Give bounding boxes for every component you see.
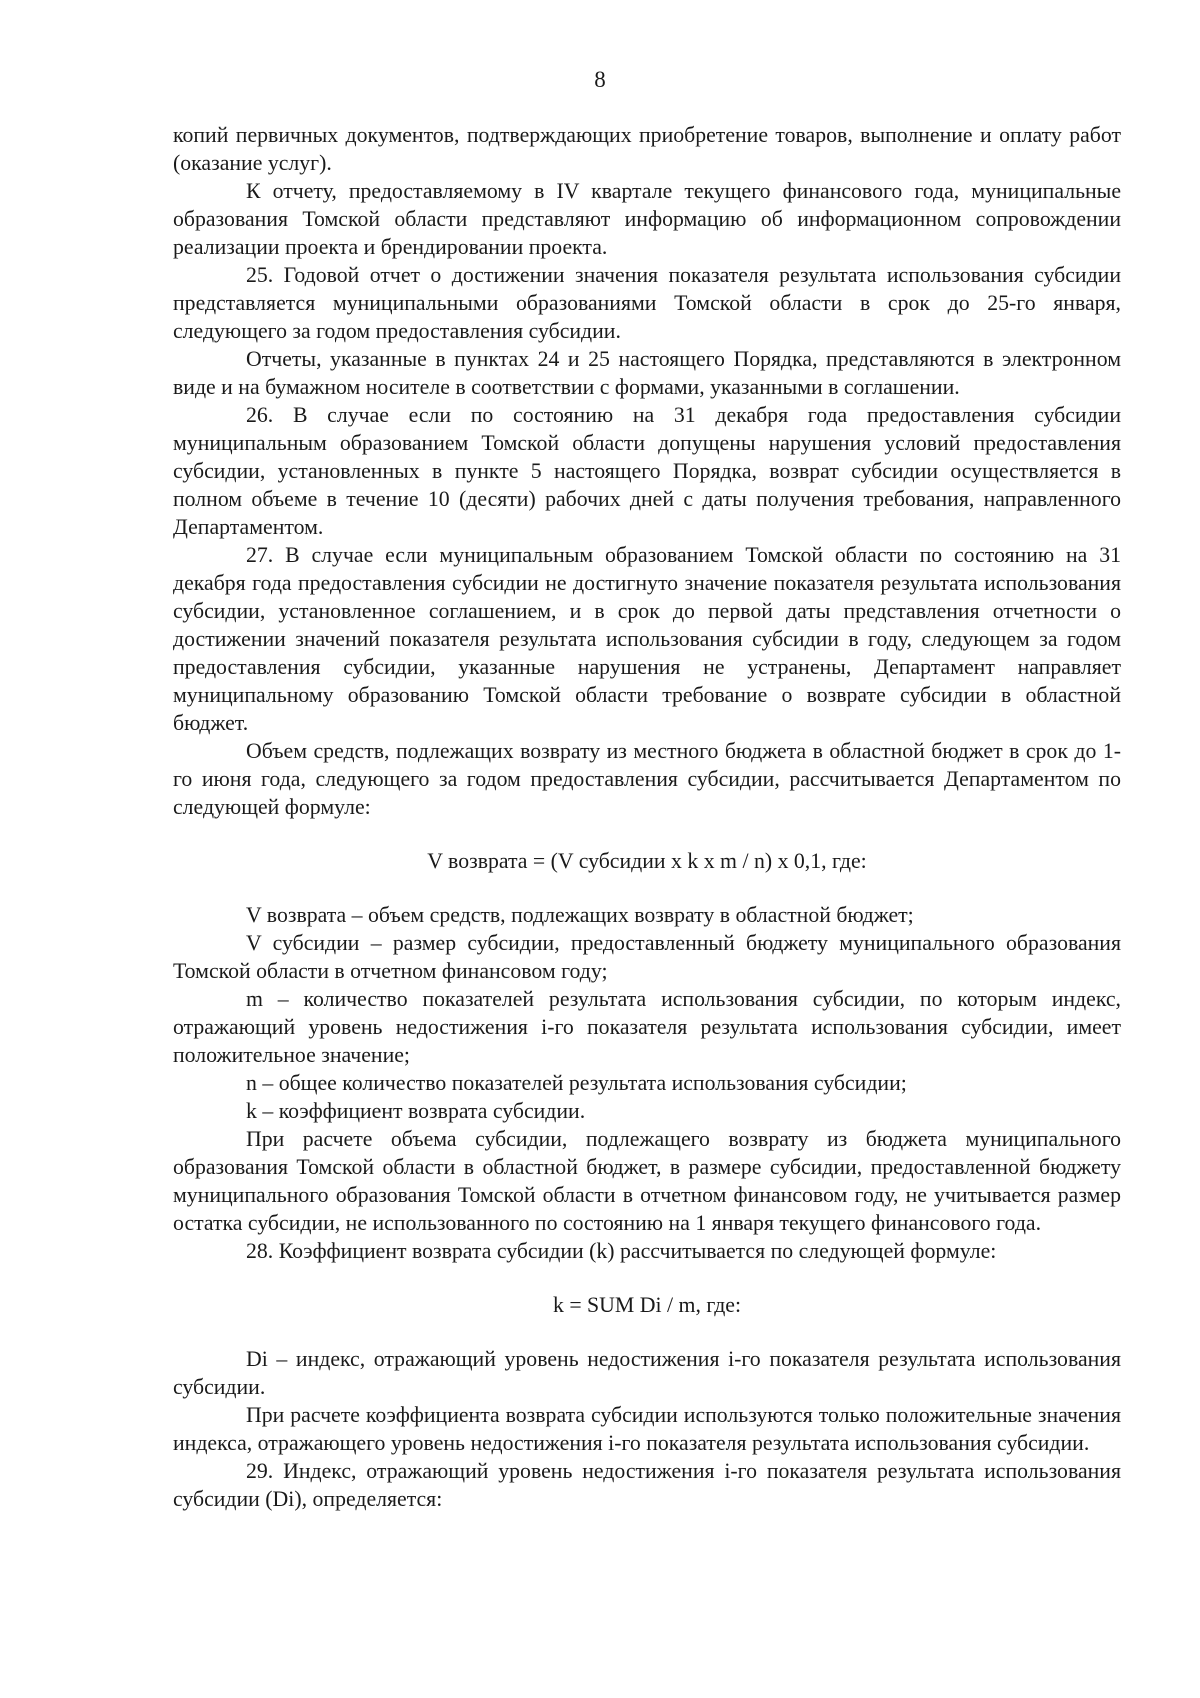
paragraph-clause-26: 26. В случае если по состоянию на 31 декабря года предоставления субсидии муниципальным образованием Томской области допущены нарушения условий предоставления субсидии, установленных в пункте 5 настоящего Порядка, возврат субсидии осуществляется в полном объеме в течение 10 (десяти) рабочих дней с даты получения требования, направленного Департаментом. — [173, 403, 1121, 539]
definition-n: n – общее количество показателей результата использования субсидии; — [246, 1071, 907, 1095]
paragraph: Объем средств, подлежащих возврату из местного бюджета в областной бюджет в срок до 1-го июня года, следующего за годом предоставления субсидии, рассчитывается Департаментом по следующей формуле: — [173, 739, 1121, 819]
document-body — [173, 121, 1121, 1513]
paragraph: копий первичных документов, подтверждающих приобретение товаров, выполнение и оплату работ (оказание услуг). — [173, 123, 1121, 175]
paragraph: При расчете объема субсидии, подлежащего возврату из бюджета муниципального образования Томской области в областной бюджет, в размере субсидии, предоставленной бюджету муниципального образования Томской области в отчетном финансовом году, не учитывается размер остатка субсидии, не использованного по состоянию на 1 января текущего финансового года. — [173, 1127, 1121, 1235]
formula-refund-volume: V возврата = (V субсидии x k x m / n) x 0,1, где: — [427, 849, 867, 873]
definition-v-refund: V возврата – объем средств, подлежащих возврату в областной бюджет; — [246, 903, 914, 927]
paragraph: К отчету, предоставляемому в IV квартале текущего финансового года, муниципальные образования Томской области представляют информацию об информационном сопровождении реализации проекта и брендировании проекта. — [173, 179, 1121, 259]
definition-v-subsidy: V субсидии – размер субсидии, предоставленный бюджету муниципального образования Томской области в отчетном финансовом году; — [173, 931, 1121, 983]
definition-k: k – коэффициент возврата субсидии. — [246, 1099, 586, 1123]
definition-di: Di – индекс, отражающий уровень недостижения i-го показателя результата использования субсидии. — [173, 1347, 1121, 1399]
paragraph-clause-27: 27. В случае если муниципальным образованием Томской области по состоянию на 31 декабря года предоставления субсидии не достигнуто значение показателя результата использования субсидии, установленное соглашением, и в срок до первой даты представления отчетности о достижении значений показателя результата использования субсидии в году, следующем за годом предоставления субсидии, указанные нарушения не устранены, Департамент направляет муниципальному образованию Томской области требование о возврате субсидии в областной бюджет. — [173, 543, 1121, 735]
paragraph-clause-28: 28. Коэффициент возврата субсидии (k) рассчитывается по следующей формуле: — [246, 1239, 997, 1263]
formula-refund-coefficient: k = SUM Di / m, где: — [552, 1293, 742, 1317]
paragraph: Отчеты, указанные в пунктах 24 и 25 настоящего Порядка, представляются в электронном виде и на бумажном носителе в соответствии с формами, указанными в соглашении. — [173, 347, 1121, 399]
paragraph: При расчете коэффициента возврата субсидии используются только положительные значения индекса, отражающего уровень недостижения i-го показателя результата использования субсидии. — [173, 1403, 1121, 1455]
definition-m: m – количество показателей результата использования субсидии, по которым индекс, отражающий уровень недостижения i-го показателя результата использования субсидии, имеет положительное значение; — [173, 987, 1121, 1067]
page-number: 8 — [594, 67, 606, 92]
paragraph-clause-25: 25. Годовой отчет о достижении значения показателя результата использования субсидии представляется муниципальными образованиями Томской области в срок до 25-го января, следующего за годом предоставления субсидии. — [173, 263, 1121, 343]
paragraph-clause-29: 29. Индекс, отражающий уровень недостижения i-го показателя результата использования субсидии (Di), определяется: — [173, 1459, 1121, 1511]
